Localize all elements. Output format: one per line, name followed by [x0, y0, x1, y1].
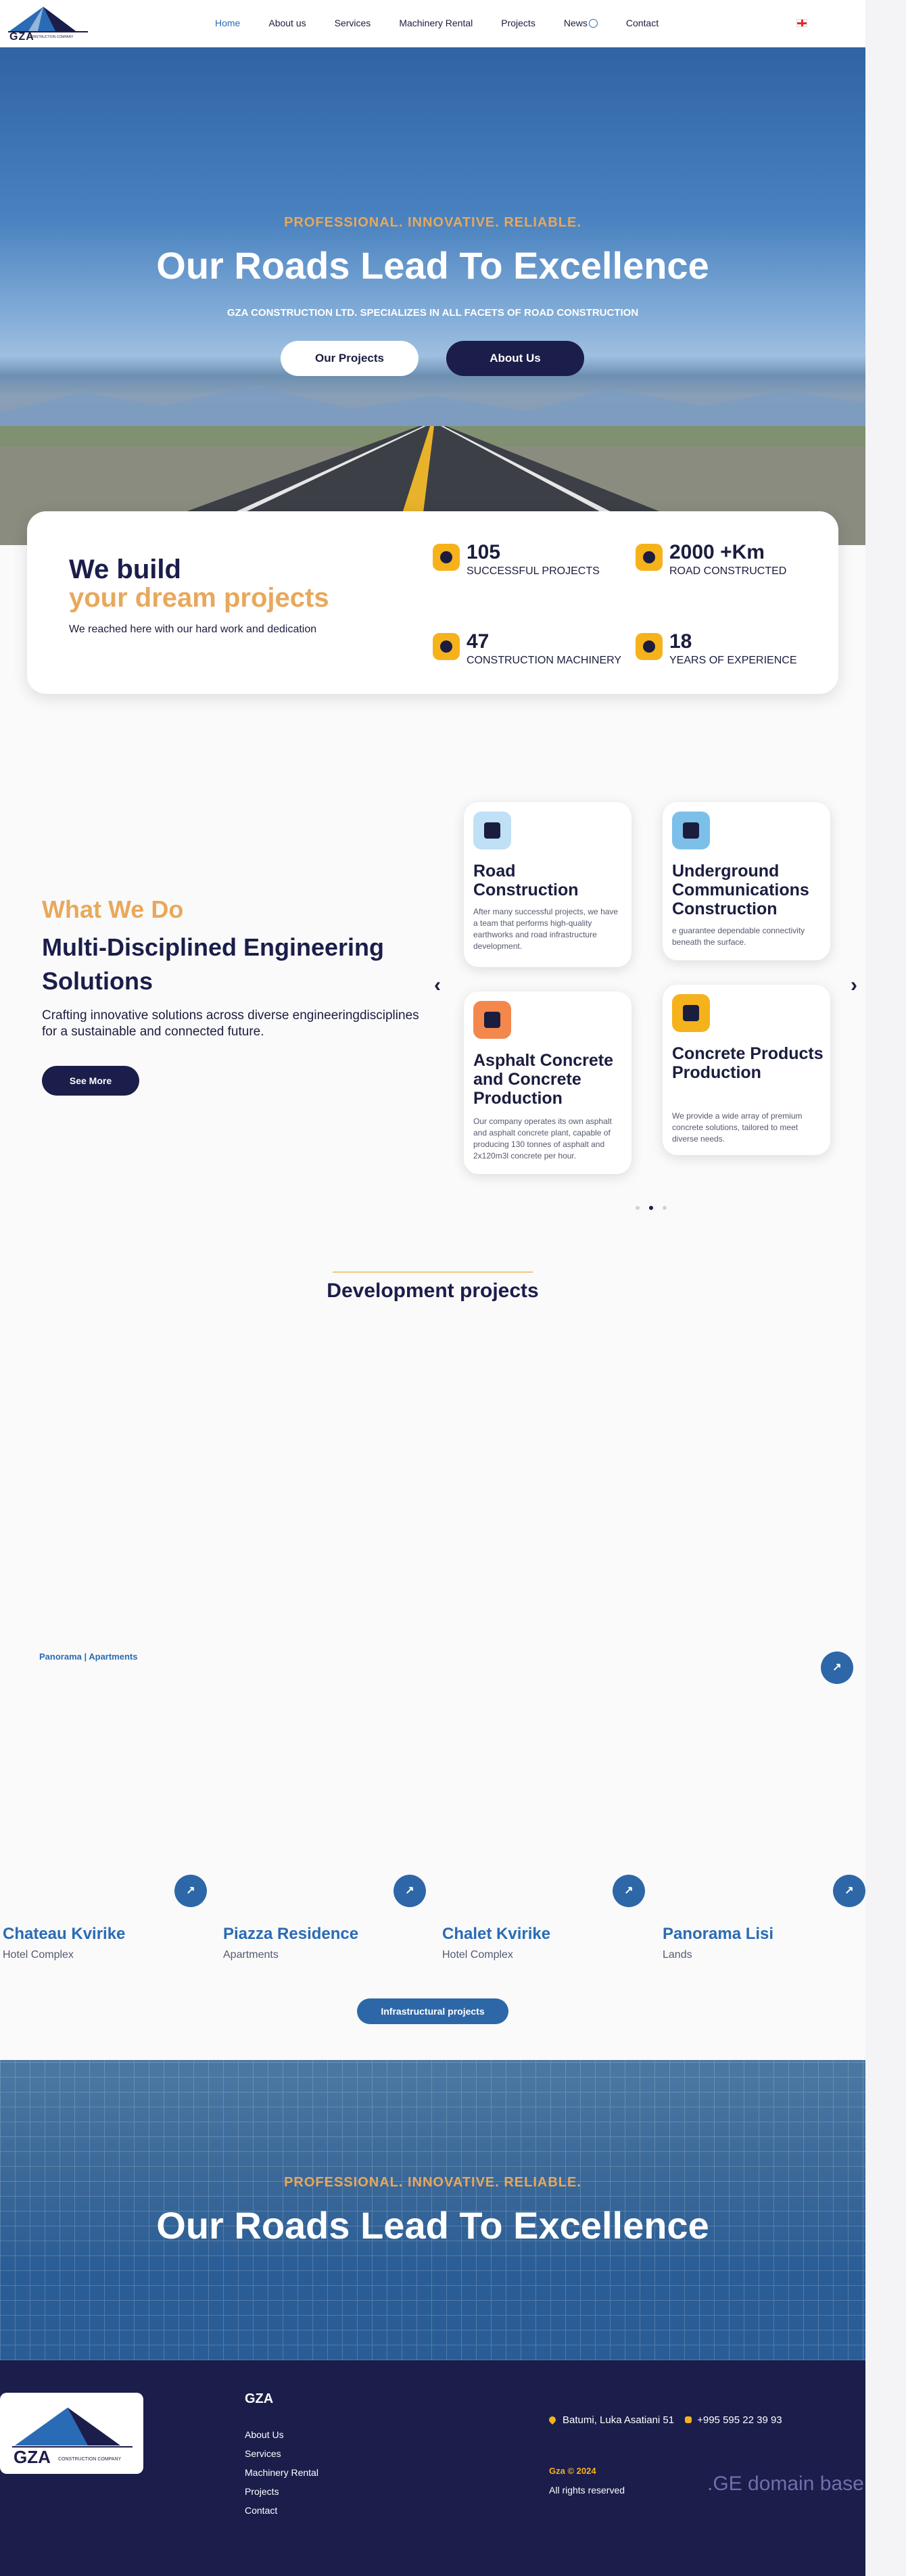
gza-logo[interactable] — [8, 4, 88, 43]
section-divider — [333, 1271, 533, 1273]
trowel-icon — [672, 994, 710, 1032]
featured-project-label[interactable]: Panorama | Apartments — [39, 1652, 138, 1662]
carousel-dot-active[interactable] — [649, 1206, 653, 1210]
nav-projects[interactable]: Projects — [501, 18, 535, 28]
globe-icon — [589, 19, 598, 28]
project-type: Hotel Complex — [442, 1949, 513, 1961]
road-icon — [636, 544, 663, 571]
logo-tagline: CONSTRUCTION COMPANY — [28, 35, 74, 39]
pie-chart-icon — [433, 544, 460, 571]
mountains-illustration — [0, 372, 865, 426]
project-title[interactable]: Chalet Kvirike — [442, 1925, 551, 1943]
infrastructural-projects-button[interactable]: Infrastructural projects — [357, 1998, 508, 2024]
card-text: After many successful projects, we have a team that performs high-quality earthworks and road infrastructure development. — [473, 907, 619, 951]
arrow-up-right-icon[interactable]: ↗ — [174, 1875, 207, 1907]
drilling-rig-icon — [672, 812, 710, 849]
stat-value: 47 — [467, 630, 490, 653]
road-roller-icon — [473, 812, 511, 849]
card-title: Underground Communications Construction — [672, 862, 809, 918]
arrow-up-right-icon[interactable]: ↗ — [394, 1875, 426, 1907]
footer-brand: GZA — [245, 2391, 274, 2406]
nav-about[interactable]: About us — [268, 18, 306, 28]
service-card-asphalt-concrete[interactable] — [464, 991, 631, 1174]
phone-icon — [685, 2416, 692, 2423]
footer-phone[interactable]: +995 595 22 39 93 — [697, 2414, 782, 2426]
check-badge-icon — [636, 633, 663, 660]
card-text: Our company operates its own asphalt and asphalt concrete plant, capable of producing 130 tonnes of asphalt and 2x120m3l concrete per hour. — [473, 1117, 612, 1161]
stats-card — [27, 511, 838, 694]
nav-contact[interactable]: Contact — [625, 18, 659, 28]
card-title: Asphalt Concrete and Concrete Production — [473, 1051, 613, 1108]
footer-copyright: Gza © 2024 — [549, 2466, 596, 2476]
banner-kicker: PROFESSIONAL. INNOVATIVE. RELIABLE. — [284, 2175, 581, 2190]
footer-logo-tagline: CONSTRUCTION COMPANY — [58, 2457, 122, 2462]
card-title: Concrete Products Production — [672, 1044, 824, 1082]
footer-rights: All rights reserved — [549, 2485, 625, 2496]
stats-text: We reached here with our hard work and dedication — [69, 624, 317, 635]
project-type: Lands — [663, 1949, 692, 1961]
chevron-left-icon[interactable]: ‹ — [434, 974, 441, 996]
concrete-mixer-icon — [473, 1001, 511, 1039]
stat-value: 105 — [467, 541, 501, 563]
stat-label: SUCCESSFUL PROJECTS — [467, 565, 600, 577]
site-header — [0, 0, 865, 47]
footer-link-projects[interactable]: Projects — [245, 2486, 279, 2497]
card-text: We provide a wide array of premium concrete solutions, tailored to meet diverse needs. — [672, 1111, 803, 1144]
page-scrollbar[interactable] — [865, 0, 906, 2576]
chevron-right-icon[interactable]: › — [851, 974, 857, 996]
footer-logo[interactable] — [0, 2393, 143, 2474]
footer-link-machinery-rental[interactable]: Machinery Rental — [245, 2467, 318, 2478]
cta-banner — [0, 2060, 865, 2360]
main-nav — [215, 18, 687, 28]
hero-title: Our Roads Lead To Excellence — [156, 244, 709, 287]
nav-machinery-rental[interactable]: Machinery Rental — [399, 18, 473, 28]
project-type: Apartments — [223, 1949, 279, 1961]
hero-kicker: PROFESSIONAL. INNOVATIVE. RELIABLE. — [284, 215, 581, 230]
see-more-button[interactable]: See More — [42, 1066, 139, 1096]
arrow-up-right-icon[interactable]: ↗ — [613, 1875, 645, 1907]
arrow-up-right-icon[interactable]: ↗ — [833, 1875, 865, 1907]
carousel-dot[interactable] — [636, 1206, 640, 1210]
stat-label: YEARS OF EXPERIENCE — [669, 655, 797, 666]
footer-links — [245, 2425, 318, 2520]
project-title[interactable]: Panorama Lisi — [663, 1925, 774, 1943]
what-we-do-kicker: What We Do — [42, 895, 184, 923]
project-type: Hotel Complex — [3, 1949, 74, 1961]
stats-heading-line2: your dream projects — [69, 583, 329, 613]
excavator-icon — [433, 633, 460, 660]
ge-domain-badge[interactable]: .GE domain base — [707, 2473, 864, 2495]
nav-services[interactable]: Services — [334, 18, 371, 28]
what-we-do-title: Multi-Disciplined Engineering Solutions — [42, 933, 385, 995]
project-title[interactable]: Piazza Residence — [223, 1925, 359, 1943]
service-card-road-construction[interactable] — [464, 802, 631, 967]
carousel-dot[interactable] — [663, 1206, 667, 1210]
development-projects-title: Development projects — [327, 1280, 539, 1302]
stat-label: CONSTRUCTION MACHINERY — [467, 655, 622, 666]
about-us-button[interactable]: About Us — [446, 341, 584, 376]
site-footer — [0, 2360, 865, 2576]
hero-subtitle: GZA CONSTRUCTION LTD. SPECIALIZES IN ALL FACETS OF ROAD CONSTRUCTION — [226, 307, 639, 319]
what-we-do-text: Crafting innovative solutions across diverse engineeringdisciplines for a sustainable and connected future. — [42, 1008, 419, 1039]
nav-news-label: News — [563, 18, 588, 28]
project-title[interactable]: Chateau Kvirike — [3, 1925, 126, 1943]
nav-home[interactable]: Home — [215, 18, 241, 28]
footer-contact — [549, 2414, 782, 2426]
footer-link-about[interactable]: About Us — [245, 2429, 284, 2440]
card-text: e guarantee dependable connectivity beneath the surface. — [672, 926, 805, 947]
georgian-flag-icon[interactable] — [796, 19, 807, 27]
stats-heading-line1: We build — [69, 555, 181, 584]
service-card-underground-communications[interactable] — [663, 802, 830, 960]
arrow-up-right-icon[interactable]: ↗ — [821, 1652, 853, 1684]
service-card-concrete-products[interactable] — [663, 985, 830, 1155]
card-title: Road Construction — [473, 862, 579, 899]
banner-title: Our Roads Lead To Excellence — [156, 2204, 709, 2247]
map-pin-icon — [548, 2415, 557, 2425]
logo-mark: GZA — [9, 31, 34, 43]
stat-value: 2000 +Km — [669, 541, 765, 563]
stat-value: 18 — [669, 630, 692, 653]
hero-section — [0, 47, 865, 545]
footer-link-contact[interactable]: Contact — [245, 2505, 278, 2516]
nav-news[interactable] — [564, 18, 598, 28]
our-projects-button[interactable]: Our Projects — [281, 341, 419, 376]
footer-logo-mark: GZA — [14, 2447, 51, 2467]
carousel-dots — [636, 1201, 676, 1213]
footer-link-services[interactable]: Services — [245, 2448, 281, 2459]
footer-address: Batumi, Luka Asatiani 51 — [563, 2414, 675, 2426]
stat-label: ROAD CONSTRUCTED — [669, 565, 787, 577]
